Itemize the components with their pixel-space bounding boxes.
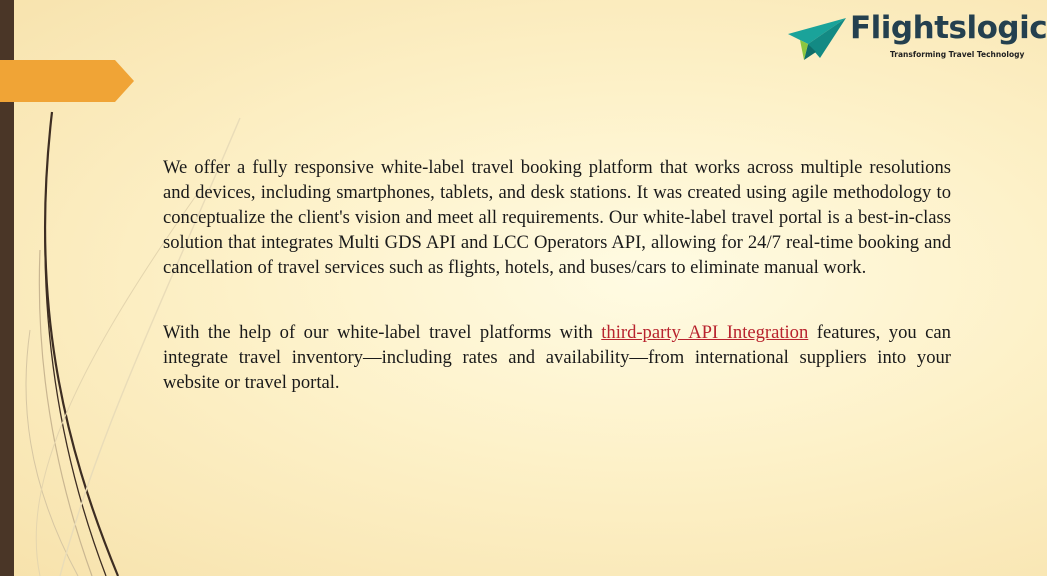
logo-tagline: Transforming Travel Technology — [890, 50, 1025, 59]
paragraph-api-integration — [163, 320, 951, 395]
flightslogic-logo — [786, 10, 1047, 64]
third-party-api-link[interactable]: third-party API Integration — [601, 322, 809, 343]
paper-plane-icon — [786, 14, 848, 62]
paragraph-text-before-link: With the help of our white-label travel platforms with — [163, 322, 602, 343]
logo-name: Flightslogic — [850, 10, 1047, 46]
paragraph-platform-overview: We offer a fully responsive white-label travel booking platform that works across multiple resolutions and devices, including smartphones, tablets, and desk stations. It was created using agile methodology to conceptualize the client's vision and meet all requirements. Our white-label travel portal is a best-in-class solution that integrates Multi GDS API and LCC Operators API, allowing for 24/7 real-time booking and cancellation of travel services such as flights, hotels, and buses/cars to eliminate manual work. — [163, 157, 951, 278]
paragraph-text-after-link: features, you can integrate travel inventory—including rates and availability—from international suppliers into your website or travel portal. — [163, 322, 951, 393]
slide-body — [163, 155, 951, 395]
orange-accent-tab — [0, 60, 134, 102]
